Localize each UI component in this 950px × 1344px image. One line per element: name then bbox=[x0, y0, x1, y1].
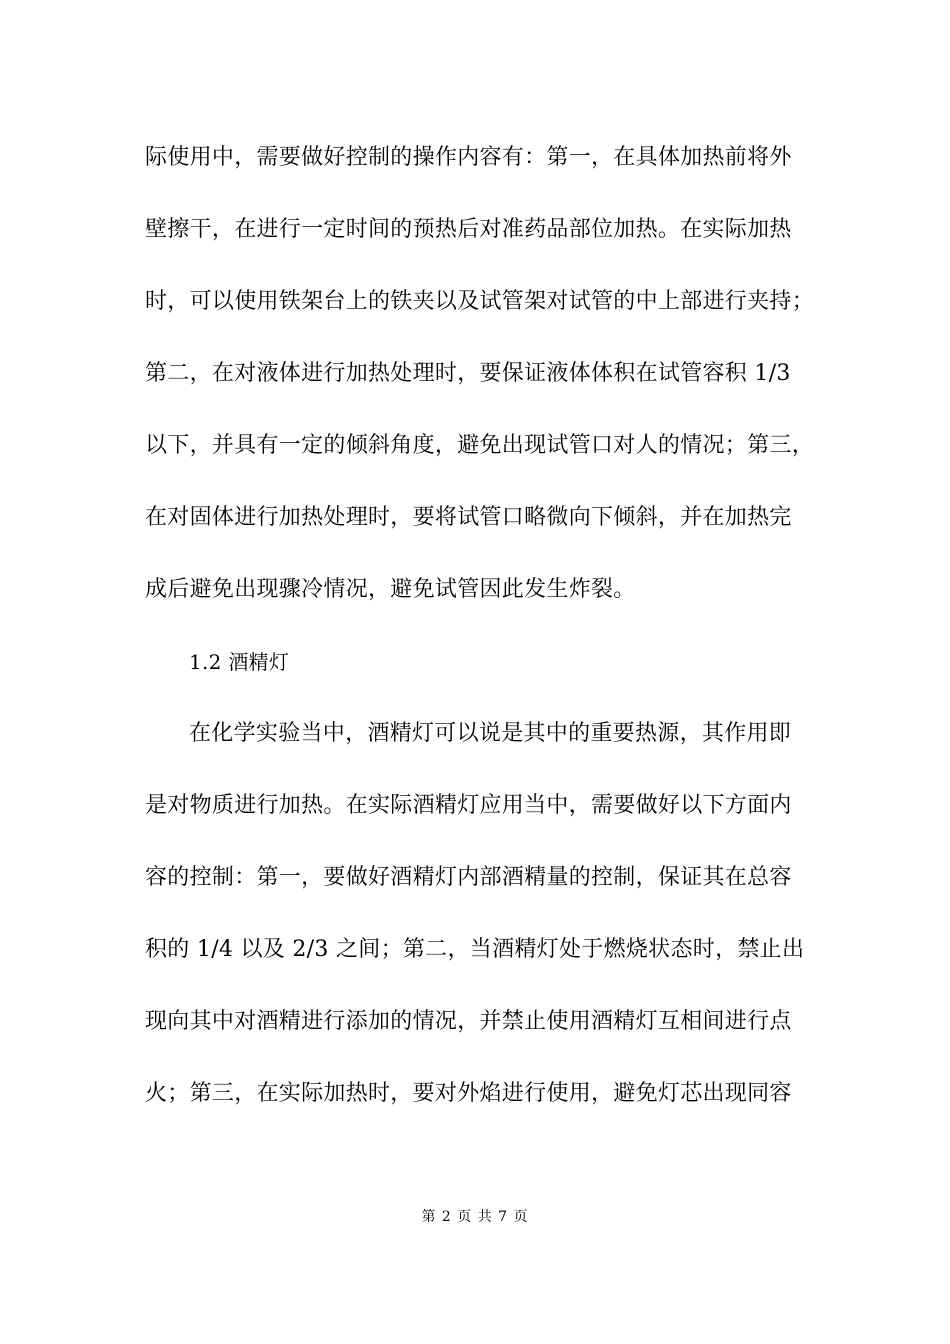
paragraph-line: 在对固体进行加热处理时，要将试管口略微向下倾斜，并在加热完 bbox=[145, 505, 792, 530]
paragraph-line: 时，可以使用铁架台上的铁夹以及试管架对试管的中上部进行夹持； bbox=[145, 289, 815, 314]
paragraph-line: 第二，在对液体进行加热处理时，要保证液体体积在试管容积 1/3 bbox=[145, 361, 791, 386]
paragraph-line: 积的 1/4 以及 2/3 之间；第二，当酒精灯处于燃烧状态时，禁止出 bbox=[145, 937, 805, 962]
paragraph-line: 现向其中对酒精进行添加的情况，并禁止使用酒精灯互相间进行点 bbox=[145, 1009, 792, 1034]
paragraph-line: 成后避免出现骤冷情况，避免试管因此发生炸裂。 bbox=[145, 577, 636, 602]
paragraph-line: 壁擦干，在进行一定时间的预热后对准药品部位加热。在实际加热 bbox=[145, 217, 792, 242]
paragraph-line: 容的控制：第一，要做好酒精灯内部酒精量的控制，保证其在总容 bbox=[145, 865, 792, 890]
paragraph-line: 以下，并具有一定的倾斜角度，避免出现试管口对人的情况；第三， bbox=[145, 433, 815, 458]
paragraph-line: 火；第三，在实际加热时，要对外焰进行使用，避免灯芯出现同容 bbox=[145, 1081, 792, 1106]
page-number-footer: 第 2 页 共 7 页 bbox=[421, 1209, 529, 1225]
paragraph-line: 际使用中，需要做好控制的操作内容有：第一，在具体加热前将外 bbox=[145, 145, 792, 170]
paragraph-line: 是对物质进行加热。在实际酒精灯应用当中，需要做好以下方面内 bbox=[145, 793, 792, 818]
section-heading: 1.2 酒精灯 bbox=[189, 650, 290, 674]
paragraph-line: 在化学实验当中，酒精灯可以说是其中的重要热源，其作用即 bbox=[189, 721, 792, 746]
